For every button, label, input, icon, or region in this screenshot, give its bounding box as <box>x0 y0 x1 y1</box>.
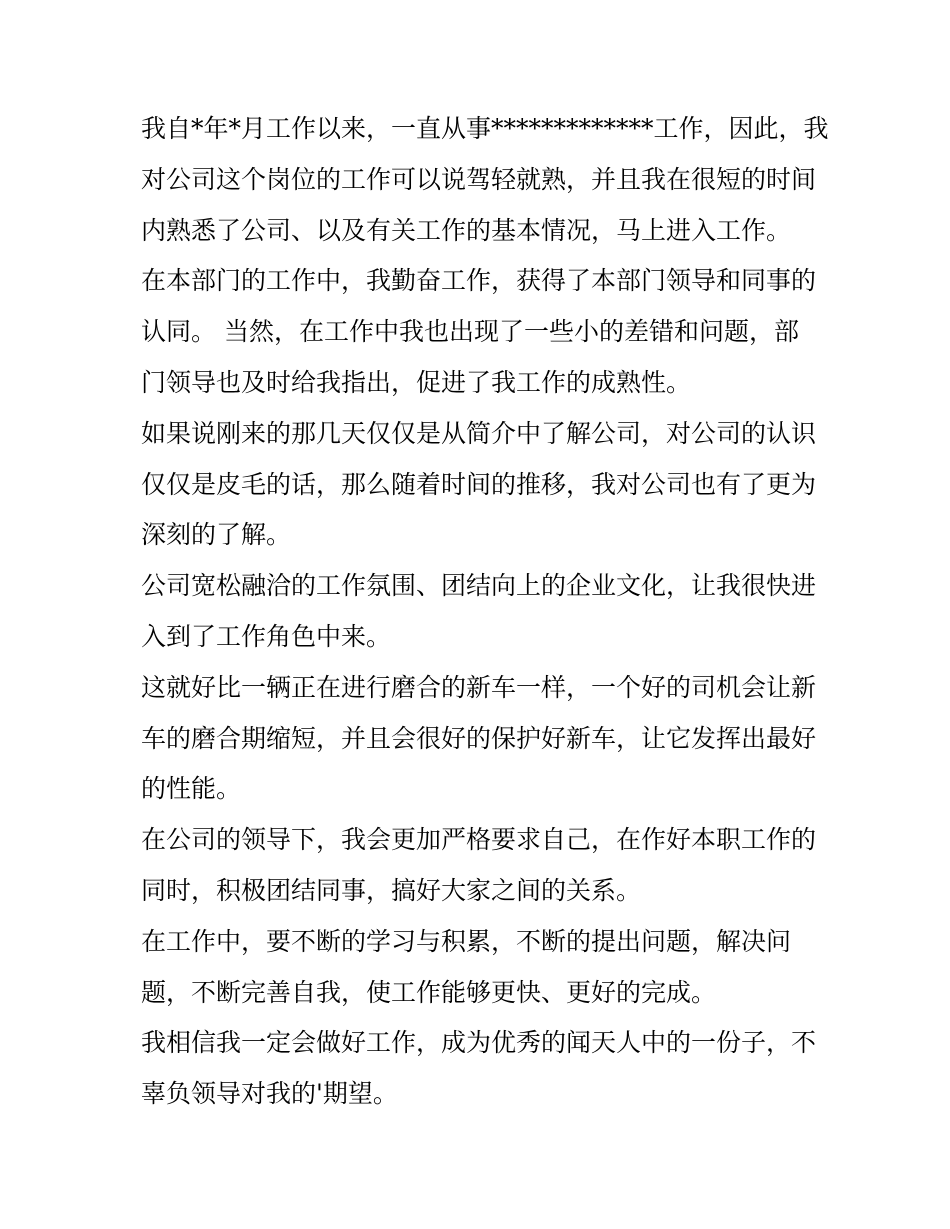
text-line: 在工作中，要不断的学习与积累，不断的提出问题，解决问 <box>141 926 792 956</box>
text-line: 如果说刚来的那几天仅仅是从简介中了解公司，对公司的认识 <box>141 418 817 448</box>
text-line: 这就好比一辆正在进行磨合的新车一样，一个好的司机会让新 <box>141 672 817 702</box>
text-line: 认同。 当然，在工作中我也出现了一些小的差错和问题，部 <box>141 317 799 347</box>
text-line: 题，不断完善自我，使工作能够更快、更好的完成。 <box>141 977 717 1007</box>
text-line: 内熟悉了公司、以及有关工作的基本情况，马上进入工作。 <box>141 215 792 245</box>
text-line: 对公司这个岗位的工作可以说驾轻就熟，并且我在很短的时间 <box>141 164 817 194</box>
text-line: 仅仅是皮毛的话，那么随着时间的推移，我对公司也有了更为 <box>141 469 817 499</box>
text-line: 在本部门的工作中，我勤奋工作，获得了本部门领导和同事的 <box>141 266 817 296</box>
text-line: 深刻的了解。 <box>141 520 292 550</box>
text-line: 车的磨合期缩短，并且会很好的保护好新车，让它发挥出最好 <box>141 723 817 753</box>
text-line: 同时，积极团结同事，搞好大家之间的关系。 <box>141 875 642 905</box>
text-line: 在公司的领导下，我会更加严格要求自己，在作好本职工作的 <box>141 825 817 855</box>
text-line: 的性能。 <box>141 774 242 804</box>
text-line: 公司宽松融洽的工作氛围、团结向上的企业文化，让我很快进 <box>141 571 817 601</box>
text-line: 辜负领导对我的'期望。 <box>141 1079 398 1109</box>
text-line: 门领导也及时给我指出，促进了我工作的成熟性。 <box>141 367 692 397</box>
document-body <box>141 104 829 1120</box>
text-line: 我自*年*月工作以来，一直从事*************工作，因此，我 <box>141 114 829 143</box>
text-line: 我相信我一定会做好工作，成为优秀的闻天人中的一份子，不 <box>141 1028 817 1058</box>
text-line: 入到了工作角色中来。 <box>141 621 392 651</box>
